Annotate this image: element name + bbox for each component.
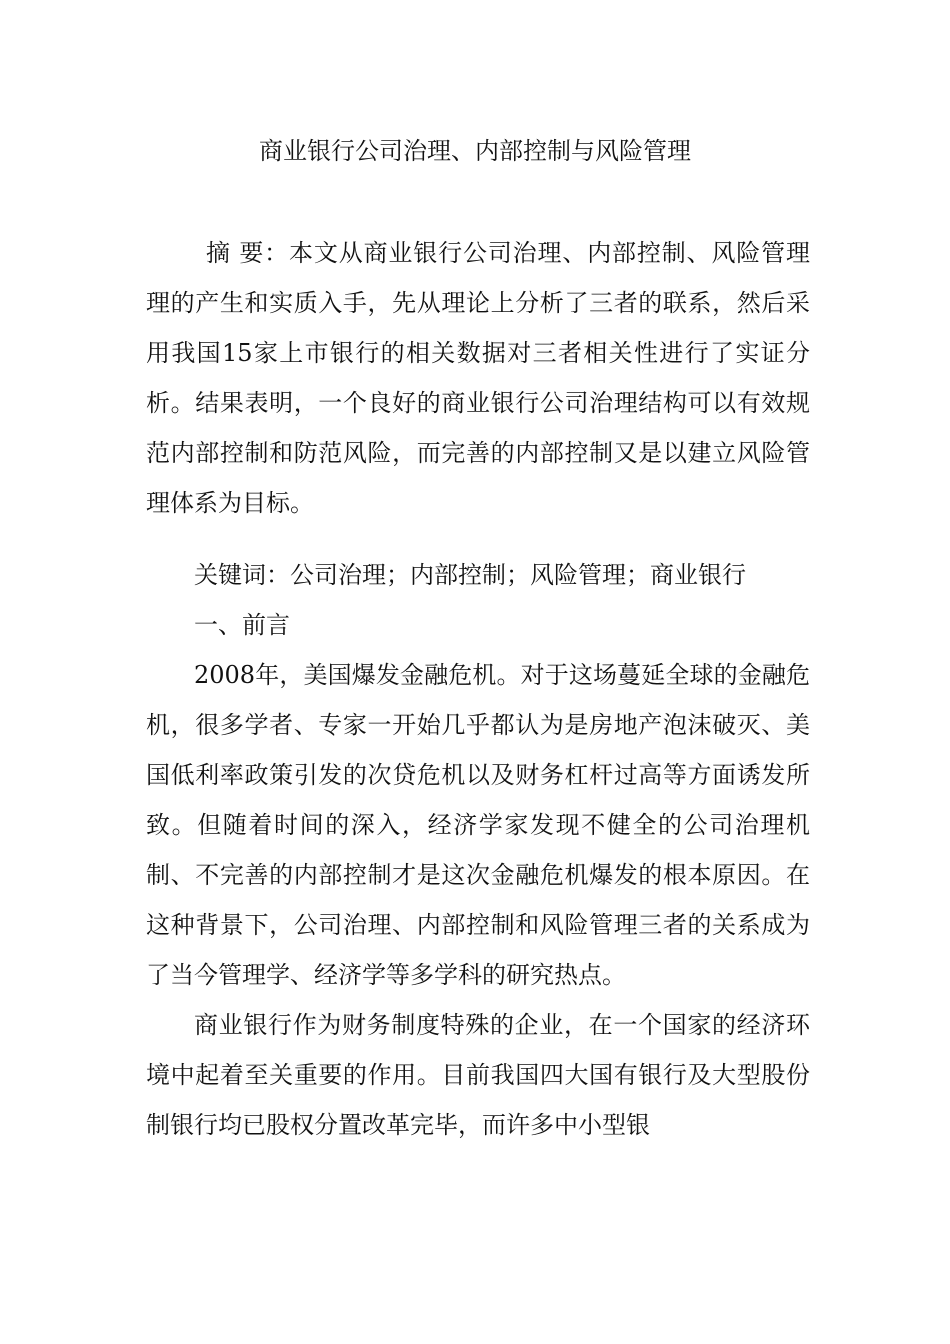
keywords-line: 关键词：公司治理；内部控制；风险管理；商业银行 — [194, 561, 746, 589]
main-body — [146, 550, 810, 1150]
document-title: 商业银行公司治理、内部控制与风险管理 — [259, 137, 691, 165]
abstract-paragraph — [146, 228, 810, 528]
body-paragraph-1: 2008年，美国爆发金融危机。对于这场蔓延全球的金融危机，很多学者、专家一开始几乎都认为是房地产泡沫破灭、美国低利率政策引发的次贷危机以及财务杠杆过高等方面诱发所致。但随着时间的深入，经济学家发现不健全的公司治理机制、不完善的内部控制才是这次金融危机爆发的根本原因。在这种背景下，公司治理、内部控制和风险管理三者的关系成为了当今管理学、经济学等多学科的研究热点。 — [146, 661, 810, 989]
abstract-text: 本文从商业银行公司治理、内部控制、风险管理理的产生和实质入手，先从理论上分析了三者的联系，然后采用我国15家上市银行的相关数据对三者相关性进行了实证分析。结果表明，一个良好的商业银行公司治理结构可以有效规范内部控制和防范风险，而完善的内部控制又是以建立风险管理体系为目标。 — [146, 239, 810, 517]
body-paragraph-2: 商业银行作为财务制度特殊的企业，在一个国家的经济环境中起着至关重要的作用。目前我国四大国有银行及大型股份制银行均已股权分置改革完毕，而许多中小型银 — [146, 1011, 810, 1139]
abstract-section — [146, 228, 810, 528]
section-heading: 一、前言 — [194, 611, 290, 639]
abstract-label: 摘 要： — [206, 239, 290, 267]
